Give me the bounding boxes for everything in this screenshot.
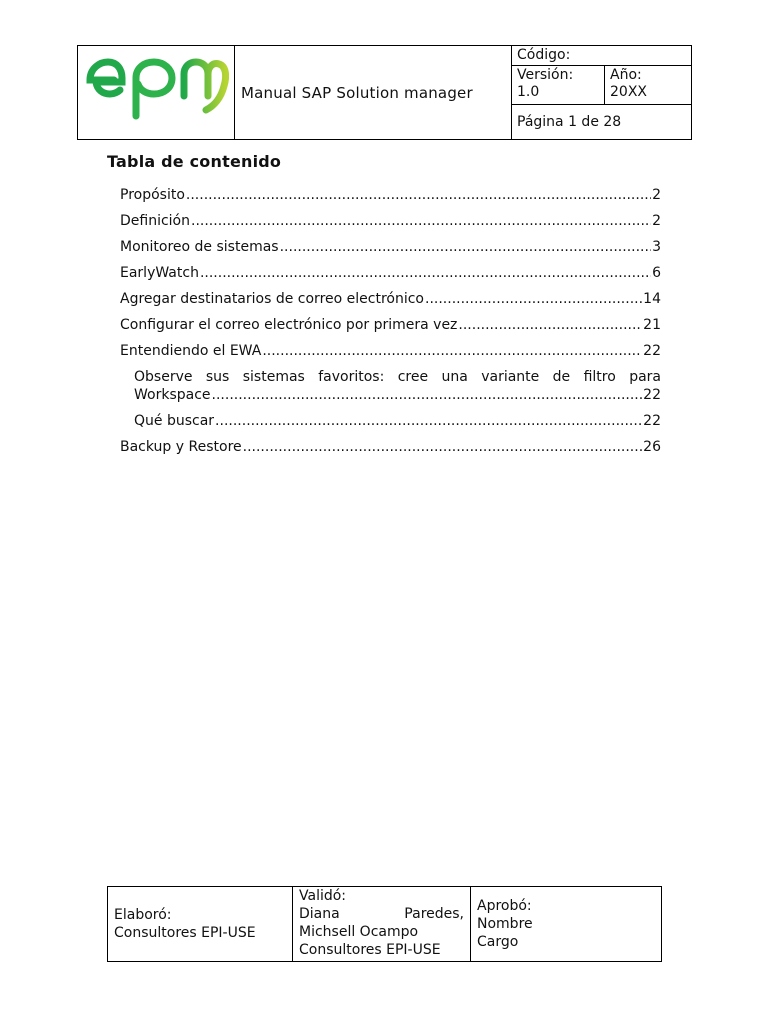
toc-entry-label: Monitoreo de sistemas	[120, 239, 279, 255]
document-title: Manual SAP Solution manager	[235, 46, 512, 140]
valido-name-second: Michsell Ocampo	[299, 924, 419, 940]
toc-leader-dots	[458, 314, 642, 336]
toc-leader-dots	[186, 184, 651, 206]
year-label: Año:	[610, 67, 642, 83]
year-value: 20XX	[610, 84, 647, 100]
toc-entry[interactable]	[120, 236, 661, 262]
logo-cell	[78, 46, 235, 140]
page-info: Página 1 de 28	[512, 105, 692, 140]
toc-entry[interactable]	[120, 314, 661, 340]
toc-leader-dots	[243, 436, 643, 458]
toc-title: Tabla de contenido	[107, 152, 282, 171]
toc-entry-label: Agregar destinatarios de correo electrónico	[120, 291, 424, 307]
toc-entry-page: 22	[643, 413, 661, 429]
toc-entry-label: Configurar el correo electrónico por primera vez	[120, 317, 458, 333]
codigo-label: Código:	[512, 46, 692, 66]
toc-entry-label: Definición	[120, 213, 190, 229]
epm-logo	[84, 52, 229, 122]
approval-footer	[107, 886, 662, 962]
valido-name-first: Diana	[299, 906, 340, 922]
version-value: 1.0	[517, 84, 540, 100]
toc-entry-page: 21	[643, 317, 661, 333]
toc-entry[interactable]	[120, 184, 661, 210]
toc-entry-page: 3	[652, 239, 661, 255]
aprobo-label: Aprobó:	[477, 898, 532, 914]
toc-entry[interactable]	[120, 436, 661, 462]
toc-entry-page: 2	[652, 187, 661, 203]
valido-label: Validó:	[299, 888, 347, 904]
table-of-contents	[120, 184, 661, 462]
version-cell	[512, 66, 605, 105]
aprobo-name: Nombre	[477, 916, 533, 932]
toc-entry-page: 22	[643, 343, 661, 359]
aprobo-cell	[471, 887, 662, 962]
elaboro-label: Elaboró:	[114, 907, 172, 923]
toc-entry-label: Entendiendo el EWA	[120, 343, 262, 359]
year-cell	[605, 66, 692, 105]
toc-entry-page: 22	[643, 387, 661, 403]
toc-entry-label: Backup y Restore	[120, 439, 242, 455]
toc-entry-label-cont: Workspace	[134, 387, 211, 403]
toc-entry[interactable]	[120, 288, 661, 314]
valido-cell	[293, 887, 471, 962]
toc-leader-dots	[262, 340, 642, 362]
toc-entry[interactable]	[120, 210, 661, 236]
toc-subentry[interactable]	[120, 410, 661, 436]
valido-org: Consultores EPI-USE	[299, 942, 441, 958]
aprobo-cargo: Cargo	[477, 934, 519, 950]
toc-entry-page: 26	[643, 439, 661, 455]
toc-entry[interactable]	[120, 340, 661, 366]
toc-entry-label: Qué buscar	[134, 413, 215, 429]
toc-leader-dots	[200, 262, 651, 284]
toc-leader-dots	[215, 410, 642, 432]
toc-leader-dots	[425, 288, 642, 310]
toc-entry-label: Propósito	[120, 187, 185, 203]
valido-name-last: Paredes,	[404, 906, 464, 922]
toc-entry-label: Observe sus sistemas favoritos: cree una variante de filtro para	[134, 369, 661, 385]
elaboro-cell	[108, 887, 293, 962]
toc-leader-dots	[191, 210, 651, 232]
toc-entry-page: 6	[652, 265, 661, 281]
document-header	[77, 45, 692, 140]
toc-subentry[interactable]	[120, 368, 661, 404]
toc-entry-page: 14	[643, 291, 661, 307]
version-label: Versión:	[517, 67, 574, 83]
toc-leader-dots	[212, 386, 643, 404]
elaboro-value: Consultores EPI-USE	[114, 925, 256, 941]
toc-leader-dots	[280, 236, 651, 258]
toc-entry-page: 2	[652, 213, 661, 229]
toc-entry[interactable]	[120, 262, 661, 288]
toc-entry-label: EarlyWatch	[120, 265, 199, 281]
